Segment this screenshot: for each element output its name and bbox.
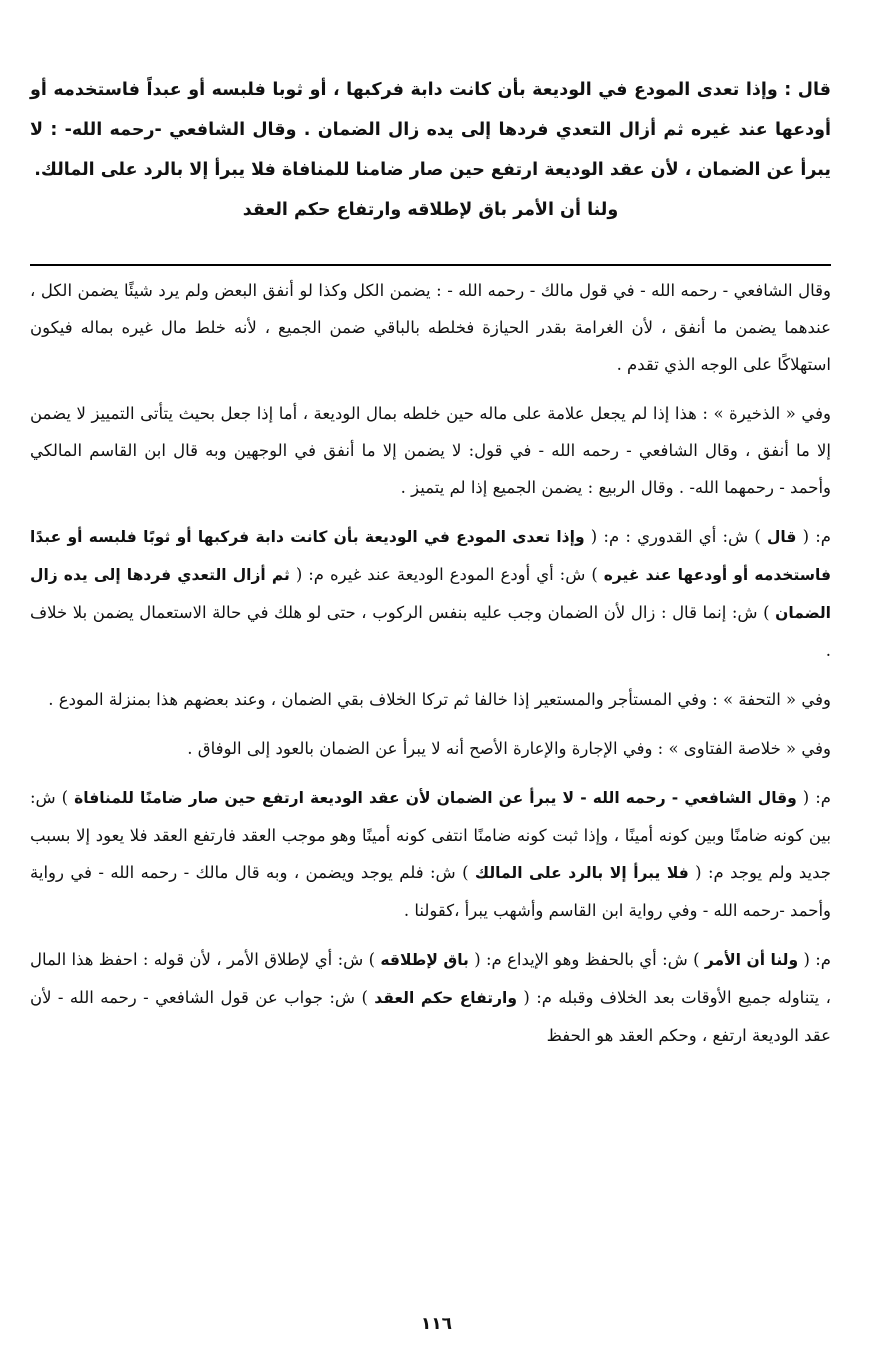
- section-divider: [30, 264, 831, 266]
- page-number: ١١٦: [420, 1314, 453, 1334]
- commentary-paragraph: [30, 779, 831, 929]
- matn-quote: وقال الشافعي - رحمه الله - لا يبرأ عن الضمان لأن عقد الوديعة ارتفع حين صار ضامنًا للمنافاة: [74, 789, 797, 807]
- matn-quote: وارتفاع حكم العقد: [374, 989, 517, 1007]
- commentary-paragraph: [30, 272, 831, 383]
- matn-quote: فلا يبرأ إلا بالرد على المالك: [474, 864, 689, 882]
- commentary-text: ) ش: بين كونه ضامنًا وبين كونه أمينًا ، وإذا ثبت كونه ضامنًا انتفى كونه أمينًا وهو موجب العقد فارتفع العقد فلا يعود إلا بسبب جديد ولم يوجد م: (: [30, 788, 831, 882]
- commentary-text: وفي « التحفة » : وفي المستأجر والمستعير إذا خالفا ثم تركا الخلاف بقي الضمان ، وعند بعضهم هذا بمنزلة المودع .: [48, 690, 831, 709]
- commentary-paragraph: [30, 395, 831, 506]
- commentary-text: وقال الشافعي - رحمه الله - في قول مالك - رحمه الله - : يضمن الكل وكذا لو أنفق البعض ولم يرد شيئًا يضمن الكل ، عندهما يضمن ما أنفق ، لأن الغرامة بقدر الحيازة فخلطه بالباقي ضمن الجميع ، لأنه خلط مال غيره بماله فيكون استهلاكًا على الوجه الذي تقدم .: [30, 281, 831, 374]
- matn-quote: باق لإطلاقه: [380, 951, 469, 969]
- commentary-text: ) ش: أي أودع المودع الوديعة عند غيره م: (: [289, 565, 604, 584]
- main-text-paragraph: قال : وإذا تعدى المودع في الوديعة بأن كانت دابة فركبها ، أو ثوبا فلبسه أو عبداً فاستخدمه أو أودعها عند غيره ثم أزال التعدي فردها إلى يده زال الضمان . وقال الشافعي -رحمه الله- : لا يبرأ عن الضمان ، لأن عقد الوديعة ارتفع حين صار ضامنا للمنافاة فلا يبرأ إلا بالرد على المالك.: [30, 80, 831, 180]
- main-text-closing-line: ولنا أن الأمر باق لإطلاقه وارتفاع حكم العقد: [242, 200, 619, 220]
- commentary-text: ) ش: أي لإطلاق الأمر ، لأن قوله : احفظ هذا المال ، يتناوله جميع الأوقات بعد الخلاف وقبله م: (: [30, 950, 831, 1007]
- matn-quote: قال: [766, 528, 797, 546]
- commentary-text: م: (: [798, 950, 832, 969]
- commentary-text: م: (: [796, 527, 831, 546]
- commentary-text: ) ش: أي بالحفظ وهو الإيداع م: (: [468, 950, 705, 969]
- commentary-paragraph: [30, 941, 831, 1054]
- commentary-text: ) ش: فلم يوجد ويضمن ، وبه قال مالك - رحمه الله - في رواية وأحمد -رحمه الله - وفي رواية ابن القاسم وأشهب يبرأ ،كقولنا .: [30, 863, 831, 920]
- commentary-paragraph: [30, 681, 831, 718]
- matn-quote: ولنا أن الأمر: [704, 951, 799, 969]
- commentary-text: ) ش: إنما قال : زال لأن الضمان وجب عليه بنفس الركوب ، حتى لو هلك في حالة الاستعمال يضمن بلا خلاف .: [30, 603, 831, 660]
- commentary-paragraph: [30, 518, 831, 669]
- commentary-text: وفي « الذخيرة » : هذا إذا لم يجعل علامة على ماله حين خلطه بمال الوديعة ، أما إذا جعل بحيث يتأتى التمييز لا يضمن إلا ما أنفق ، وقال الشافعي - رحمه الله - في قول: لا يضمن إلا ما أنفق في الوجهين وبه قال ابن القاسم المالكي وأحمد - رحمهما الله- . وقال الربيع : يضمن الجميع إذا لم يتميز .: [30, 404, 831, 497]
- commentary-text: وفي « خلاصة الفتاوى » : وفي الإجارة والإعارة الأصح أنه لا يبرأ عن الضمان بالعود إلى الوفاق .: [187, 739, 831, 758]
- commentary-text: ) ش: أي القدوري : م: (: [584, 527, 767, 546]
- matn-quote: ثم أزال التعدي فردها إلى يده زال الضمان: [30, 566, 831, 622]
- commentary-block: [30, 272, 831, 1066]
- commentary-text: م: (: [796, 788, 831, 807]
- commentary-text: ) ش: جواب عن قول الشافعي - رحمه الله - لأن عقد الوديعة ارتفع ، وحكم العقد هو الحفظ: [30, 988, 831, 1045]
- matn-quote: وإذا تعدى المودع في الوديعة بأن كانت دابة فركبها أو ثوبًا فلبسه أو عبدًا فاستخدمه أو أودعها عند غيره: [30, 528, 831, 584]
- commentary-paragraph: [30, 730, 831, 767]
- main-text-block: [30, 70, 831, 230]
